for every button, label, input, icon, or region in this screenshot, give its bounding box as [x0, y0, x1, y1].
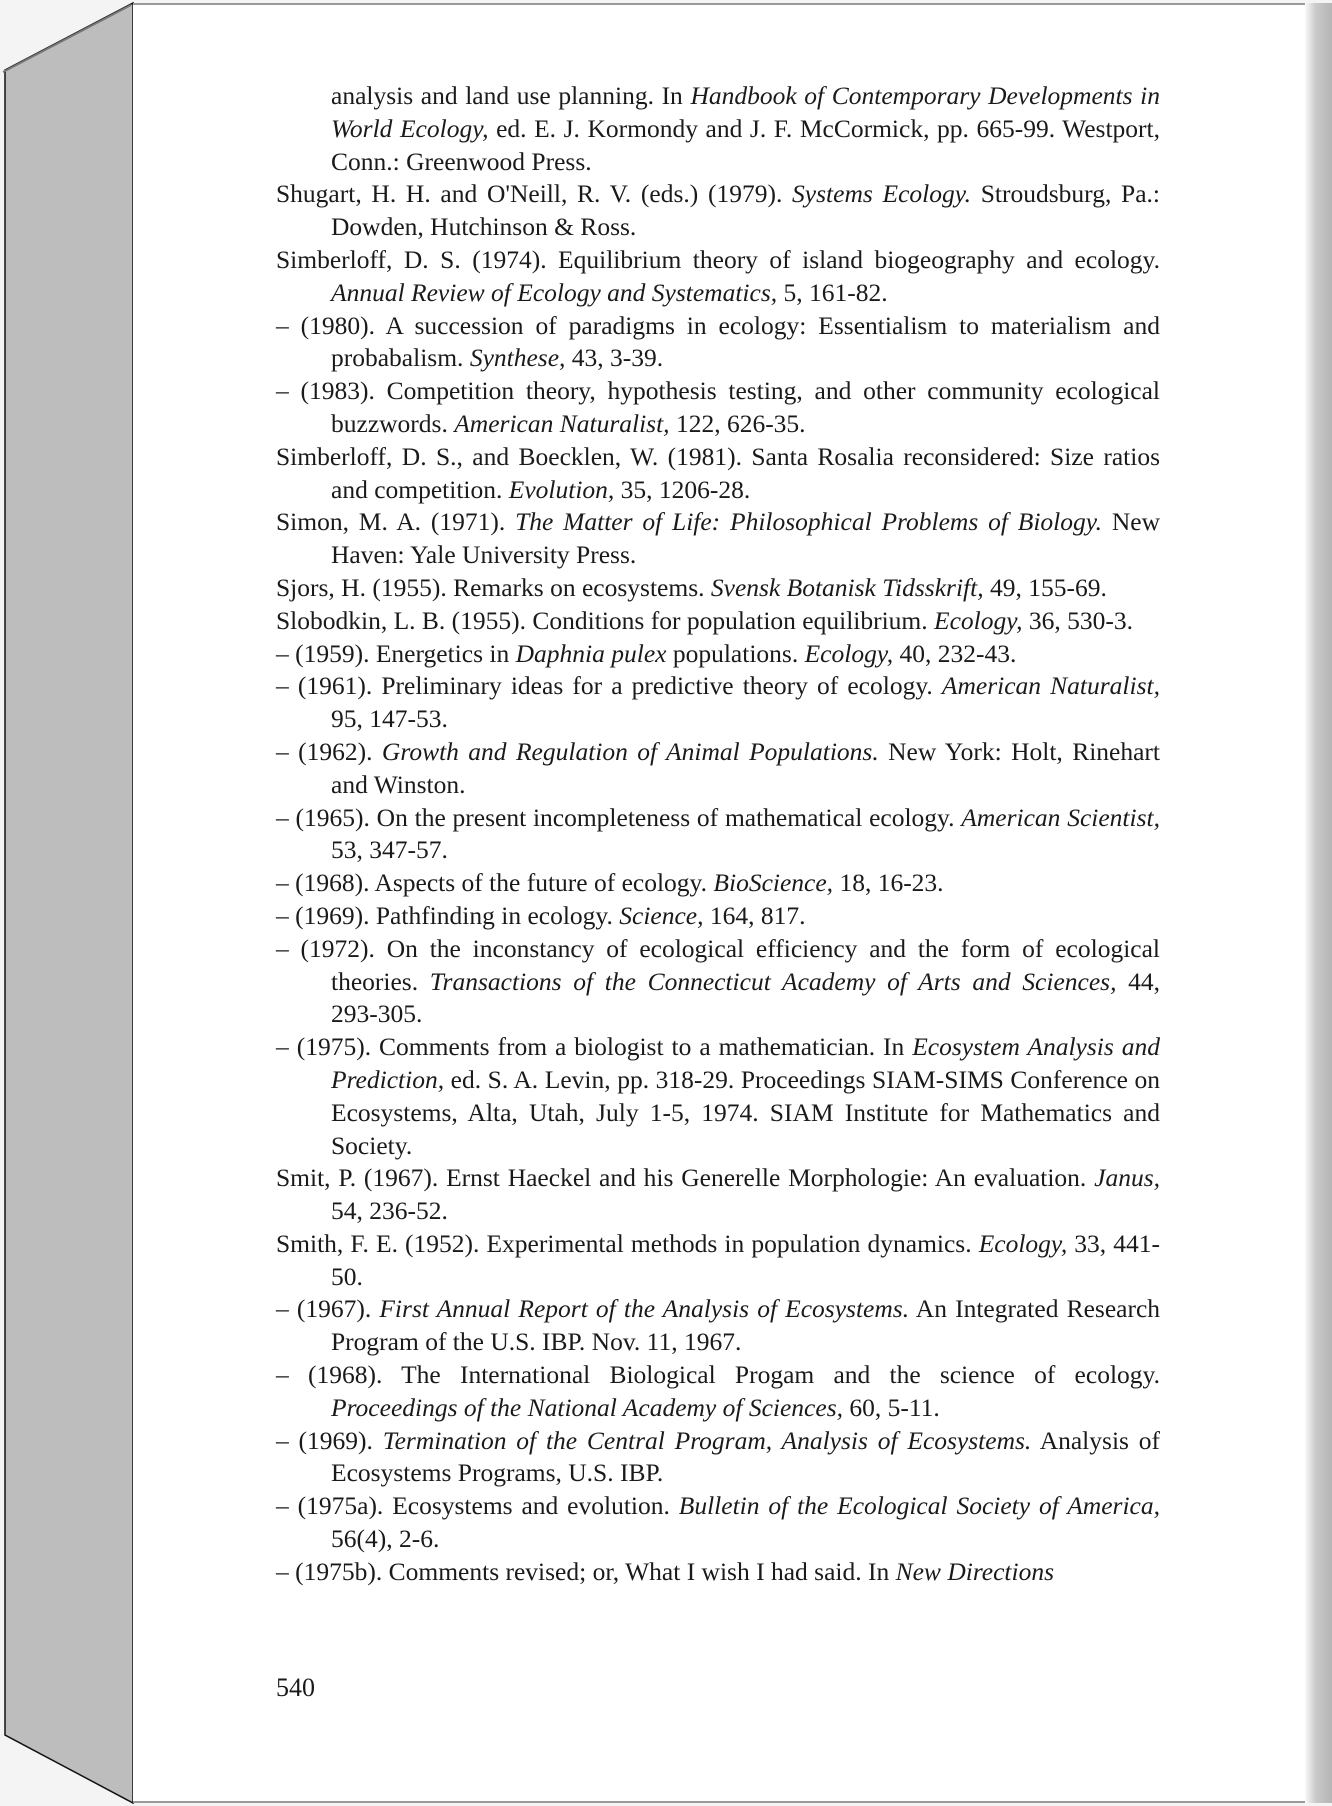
reference-entry: [276, 1556, 1160, 1589]
reference-text: 33, 441-50.: [331, 1228, 1160, 1291]
reference-entry: [276, 900, 1160, 933]
reference-entry: [276, 572, 1160, 605]
reference-text: 95, 147-53.: [331, 704, 448, 734]
reference-text: analysis and land use planning. In: [331, 81, 691, 110]
reference-title-italic: Termination of the Central Program, Analysis of Ecosystems.: [382, 1425, 1032, 1455]
reference-title-italic: American Naturalist,: [454, 408, 670, 438]
reference-entry: [276, 310, 1160, 376]
reference-title-italic: Janus,: [1094, 1163, 1160, 1193]
reference-title-italic: American Scientist,: [961, 802, 1160, 832]
reference-entry: [276, 506, 1160, 572]
reference-text: – (1983). Competition theory, hypothesis testing, and other community ecological buzzwords.: [276, 376, 1160, 438]
reference-entry: [276, 1425, 1160, 1491]
reference-text: – (1980). A succession of paradigms in ecology: Essentialism to materialism and probabalism.: [276, 310, 1160, 373]
reference-text: Simberloff, D. S., and Boecklen, W. (1981). Santa Rosalia reconsidered: Size ratios and competition.: [276, 441, 1160, 504]
reference-text: New York: Holt, Rinehart and Winston.: [331, 736, 1160, 799]
reference-text: ed. S. A. Levin, pp. 318-29. Proceedings SIAM-SIMS Conference on Ecosystems, Alta, Utah, July 1-5, 1974. SIAM Institute for Mathematics and Society.: [331, 1064, 1160, 1160]
reference-text: populations.: [666, 638, 805, 668]
reference-entry: [276, 178, 1160, 244]
reference-title-italic: Svensk Botanisk Tidsskrift,: [710, 572, 984, 602]
reference-entry: [276, 441, 1160, 507]
reference-text: 122, 626-35.: [669, 408, 806, 438]
reference-text: – (1968). Aspects of the future of ecology.: [276, 868, 714, 898]
reference-list: [276, 80, 1160, 1589]
reference-text: 40, 232-43.: [893, 638, 1017, 668]
reference-text: 53, 347-57.: [331, 835, 448, 865]
reference-entry: [276, 638, 1160, 671]
reference-title-italic: Proceedings of the National Academy of Sciences,: [331, 1392, 843, 1422]
reference-text: – (1962).: [276, 736, 382, 766]
reference-text: Shugart, H. H. and O'Neill, R. V. (eds.) (1979).: [276, 179, 793, 209]
reference-title-italic: Ecology,: [804, 638, 894, 668]
reference-text: New Haven: Yale University Press.: [331, 507, 1161, 570]
reference-text: 5, 161-82.: [777, 277, 888, 307]
reference-title-italic: Handbook of Contemporary Developments in World Ecology,: [331, 81, 1160, 143]
reference-title-italic: Evolution,: [508, 474, 615, 504]
reference-title-italic: New Directions: [895, 1556, 1055, 1586]
reference-entry: [276, 605, 1160, 638]
reference-text: – (1961). Preliminary ideas for a predictive theory of ecology.: [276, 671, 942, 701]
reference-entry: [276, 244, 1160, 310]
reference-text: – (1975). Comments from a biologist to a mathematician. In: [276, 1032, 913, 1062]
reference-title-italic: Annual Review of Ecology and Systematics,: [331, 277, 778, 307]
reference-entry: [276, 1031, 1160, 1162]
book-page: [133, 3, 1305, 1803]
reference-title-italic: The Matter of Life: Philosophical Problems of Biology.: [515, 507, 1103, 537]
reference-text: 54, 236-52.: [331, 1196, 448, 1226]
reference-text: Sjors, H. (1955). Remarks on ecosystems.: [276, 572, 711, 602]
reference-text: – (1969).: [276, 1425, 383, 1455]
reference-text: Slobodkin, L. B. (1955). Conditions for population equilibrium.: [276, 605, 935, 635]
reference-entry: [276, 1490, 1160, 1556]
reference-text: – (1959). Energetics in: [276, 638, 516, 668]
reference-text: 164, 817.: [703, 900, 806, 930]
reference-title-italic: Synthese,: [469, 343, 566, 373]
reference-entry: [276, 802, 1160, 868]
reference-text: 43, 3-39.: [565, 343, 664, 373]
reference-text: Smit, P. (1967). Ernst Haeckel and his Generelle Morphologie: An evaluation.: [276, 1163, 1095, 1193]
reference-title-italic: Growth and Regulation of Animal Populations.: [381, 736, 879, 766]
reference-text: Analysis of Ecosystems Programs, U.S. IBP.: [331, 1425, 1161, 1488]
reference-title-italic: American Naturalist,: [941, 671, 1160, 701]
reference-title-italic: Systems Ecology.: [792, 179, 972, 209]
reference-title-italic: Daphnia pulex: [515, 638, 667, 668]
reference-text: 56(4), 2-6.: [331, 1524, 440, 1554]
reference-text: Stroudsburg, Pa.: Dowden, Hutchinson & Ross.: [331, 179, 1160, 242]
reference-title-italic: Ecology,: [934, 605, 1023, 635]
reference-entry: [276, 736, 1160, 802]
reference-text: 35, 1206-28.: [614, 474, 751, 504]
reference-text: Smith, F. E. (1952). Experimental methods in population dynamics.: [276, 1228, 979, 1258]
reference-text: – (1969). Pathfinding in ecology.: [276, 900, 620, 930]
reference-entry: [276, 670, 1160, 736]
reference-entry: [276, 80, 1160, 178]
reference-title-italic: First Annual Report of the Analysis of Ecosystems.: [379, 1294, 910, 1324]
reference-text: 36, 530-3.: [1022, 605, 1134, 635]
book-spine: [0, 0, 140, 1806]
reference-text: – (1968). The International Biological Progam and the science of ecology.: [276, 1360, 1160, 1390]
reference-entry: [276, 1162, 1160, 1228]
reference-text: – (1967).: [276, 1294, 380, 1324]
reference-entry: [276, 1359, 1160, 1425]
page-edge-shadow: [1305, 3, 1332, 1803]
reference-title-italic: Ecology,: [978, 1228, 1068, 1258]
reference-text: 44, 293-305.: [331, 966, 1161, 1029]
reference-text: 60, 5-11.: [843, 1392, 940, 1422]
reference-title-italic: BioScience,: [713, 868, 834, 898]
reference-text: Simberloff, D. S. (1974). Equilibrium theory of island biogeography and ecology.: [276, 244, 1160, 274]
reference-text: 18, 16-23.: [833, 868, 944, 898]
reference-text: – (1972). On the inconstancy of ecological efficiency and the form of ecological theories.: [276, 933, 1160, 996]
reference-entry: [276, 375, 1160, 441]
reference-text: – (1975b). Comments revised; or, What I wish I had said. In: [276, 1556, 896, 1586]
reference-entry: [276, 1293, 1160, 1359]
reference-title-italic: Transactions of the Connecticut Academy of Arts and Sciences,: [429, 966, 1117, 996]
reference-title-italic: Science,: [619, 900, 704, 930]
reference-text: An Integrated Research Program of the U.S. IBP. Nov. 11, 1967.: [331, 1294, 1161, 1357]
reference-text: ed. E. J. Kormondy and J. F. McCormick, pp. 665-99. Westport, Conn.: Greenwood Press.: [331, 113, 1160, 176]
reference-entry: [276, 1228, 1160, 1294]
reference-title-italic: Bulletin of the Ecological Society of America,: [678, 1491, 1160, 1521]
reference-text: – (1965). On the present incompleteness of mathematical ecology.: [276, 802, 962, 832]
reference-text: – (1975a). Ecosystems and evolution.: [276, 1491, 679, 1521]
page-number: 540: [276, 1673, 315, 1702]
reference-title-italic: Ecosystem Analysis and Prediction,: [331, 1032, 1160, 1094]
reference-entry: [276, 933, 1160, 1031]
reference-text: Simon, M. A. (1971).: [276, 507, 516, 537]
reference-text: 49, 155-69.: [983, 572, 1107, 602]
reference-entry: [276, 867, 1160, 900]
